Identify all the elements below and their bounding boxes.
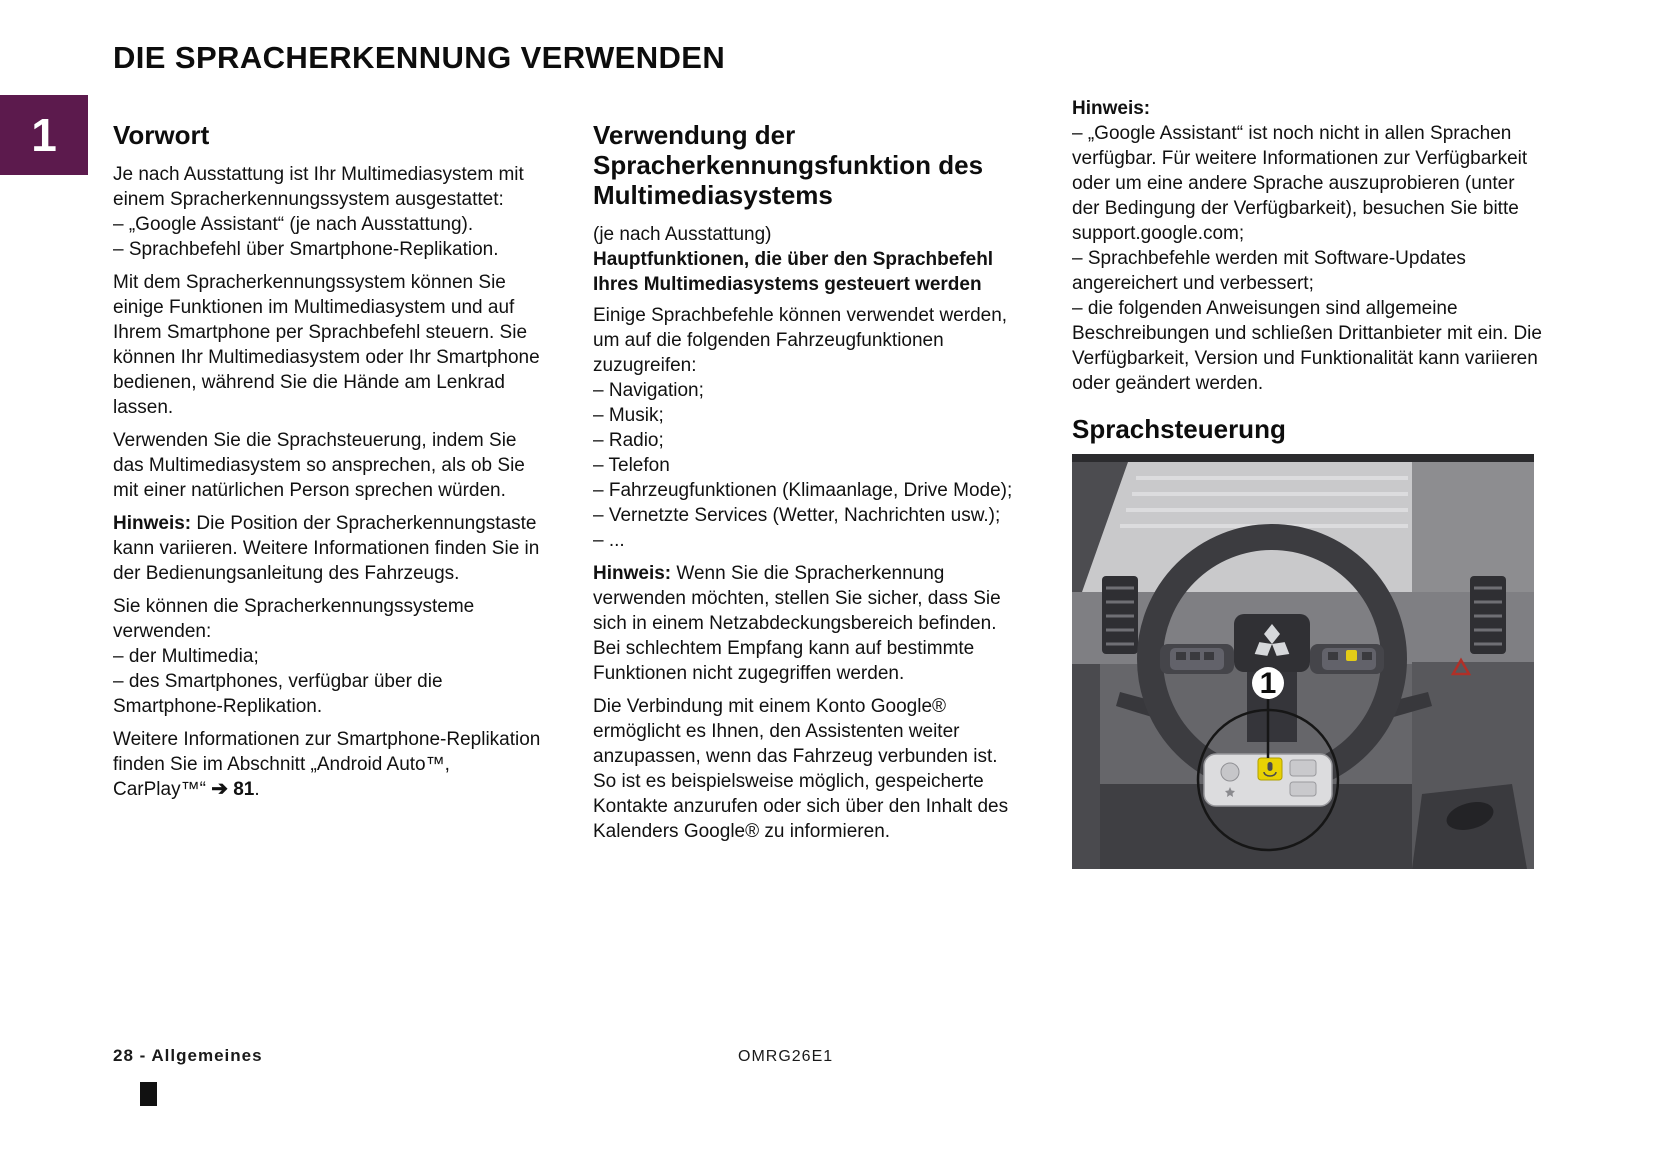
spoke-voice-button-highlight xyxy=(1346,650,1357,661)
page-title: DIE SPRACHERKENNUNG VERWENDEN xyxy=(113,40,726,75)
footer-document-code: OMRG26E1 xyxy=(738,1048,834,1065)
left-air-vent xyxy=(1102,576,1138,654)
bullet-item: – Sprachbefehl über Smartphone-Replikation. xyxy=(113,239,499,260)
steering-wheel-figure xyxy=(1072,454,1534,869)
figure-callout-1: 1 xyxy=(1259,667,1277,700)
note-label: Hinweis: xyxy=(1072,98,1151,119)
bullet-item: – Sprachbefehle werden mit Software-Updates angereichert und verbessert; xyxy=(1072,248,1466,294)
bullet-item: – Fahrzeugfunktionen (Klimaanlage, Drive Mode); xyxy=(593,480,1013,501)
bullet-item: – ... xyxy=(593,530,625,551)
note-label: Hinweis: xyxy=(113,513,192,534)
cross-reference-paragraph xyxy=(113,727,545,802)
paragraph: Die Verbindung mit einem Konto Google® ermöglicht es Ihnen, den Assistenten weiter anzupassen, wenn das Fahrzeug verbunden ist. So ist es beispielsweise möglich, gespeicherte Kontakte anzurufen oder sich über den Inhalt des Kalenders Google® zu informieren. xyxy=(593,696,1009,842)
print-registration-mark xyxy=(140,1082,157,1106)
paragraph: Einige Sprachbefehle können verwendet werden, um auf die folgenden Fahrzeugfunktionen zuzugreifen: xyxy=(593,305,1008,376)
bullet-item: – der Multimedia; xyxy=(113,646,259,667)
paragraph: Verwenden Sie die Sprachsteuerung, indem Sie das Multimediasystem so ansprechen, als ob Sie mit einer natürlichen Person sprechen würden. xyxy=(113,430,525,501)
bullet-item: – „Google Assistant“ ist noch nicht in allen Sprachen verfügbar. Für weitere Informationen zur Verfügbarkeit oder um eine andere Sprache auszuprobieren (unter der Bedingung der Verfügbarkeit), besuchen Sie bitte support.google.com; xyxy=(1072,123,1528,244)
paragraph: Je nach Ausstattung ist Ihr Multimediasystem mit einem Spracherkennungssystem ausgestattet: xyxy=(113,164,524,210)
bullet-item: – Telefon xyxy=(593,455,670,476)
section-heading: Verwendung der Spracherkennungsfunktion des Multimediasystems xyxy=(593,120,984,210)
gear-shifter xyxy=(1412,784,1527,869)
right-air-vent xyxy=(1470,576,1506,654)
chapter-tab xyxy=(0,95,88,175)
bullet-list xyxy=(113,644,545,719)
note-paragraph xyxy=(593,561,1021,686)
note-text: Die Position der Spracherkennungstaste kann variieren. Weitere Informationen finden Sie in der Bedienungsanleitung des Fahrzeugs. xyxy=(113,513,540,584)
note-label: Hinweis: xyxy=(593,563,672,584)
page-reference: 81 xyxy=(233,779,255,800)
vorwort-heading: Vorwort xyxy=(113,120,210,150)
paragraph-text: . xyxy=(254,779,260,800)
column-right xyxy=(1072,96,1544,869)
note-heading xyxy=(1072,96,1544,121)
paragraph-text: Weitere Informationen zur Smartphone-Replikation finden Sie im Abschnitt „Android Auto™, CarPlay™“ xyxy=(113,729,541,800)
sprachsteuerung-heading: Sprachsteuerung xyxy=(1072,414,1286,444)
cross-reference-arrow-icon: ➔ xyxy=(211,778,228,800)
availability-note: (je nach Ausstattung) xyxy=(593,224,772,245)
bullet-list xyxy=(1072,121,1544,396)
chapter-number: 1 xyxy=(31,109,57,161)
paragraph: Mit dem Spracherkennungssystem können Sie einige Funktionen im Multimediasystem und auf Ihrem Smartphone per Sprachbefehl steuern. Sie können Ihr Multimediasystem oder Ihr Smartphone bedienen, während Sie die Hände am Lenkrad lassen. xyxy=(113,272,540,418)
bullet-item: – Radio; xyxy=(593,430,664,451)
bullet-item: – Vernetzte Services (Wetter, Nachrichten usw.); xyxy=(593,505,1001,526)
note-text: Wenn Sie die Spracherkennung verwenden möchten, stellen Sie sicher, dass Sie sich in einem Netzabdeckungsbereich befinden. Bei schlechtem Empfang kann auf bestimmte Funktionen nicht zugegriffen werden. xyxy=(593,563,1001,684)
column-middle xyxy=(593,120,1021,844)
bullet-item: – Navigation; xyxy=(593,380,704,401)
bullet-list xyxy=(593,378,1021,553)
footer-page-number: 28 - Allgemeines xyxy=(113,1046,263,1065)
subsection-heading: Hauptfunktionen, die über den Sprachbefehl Ihres Multimediasystems gesteuert werden xyxy=(593,249,994,295)
bullet-item: – „Google Assistant“ (je nach Ausstattung). xyxy=(113,214,474,235)
voice-control-pod xyxy=(1204,754,1332,806)
bullet-item: – des Smartphones, verfügbar über die Smartphone-Replikation. xyxy=(113,671,443,717)
bullet-list xyxy=(113,212,545,262)
column-left xyxy=(113,120,545,802)
paragraph: Sie können die Spracherkennungssysteme verwenden: xyxy=(113,596,475,642)
bullet-item: – Musik; xyxy=(593,405,664,426)
bullet-item: – die folgenden Anweisungen sind allgemeine Beschreibungen und schließen Drittanbieter mit ein. Die Verfügbarkeit, Version und Funktionalität kann variieren oder geändert werden. xyxy=(1072,298,1542,394)
voice-button-highlight-icon xyxy=(1258,758,1282,780)
note-paragraph xyxy=(113,511,545,586)
